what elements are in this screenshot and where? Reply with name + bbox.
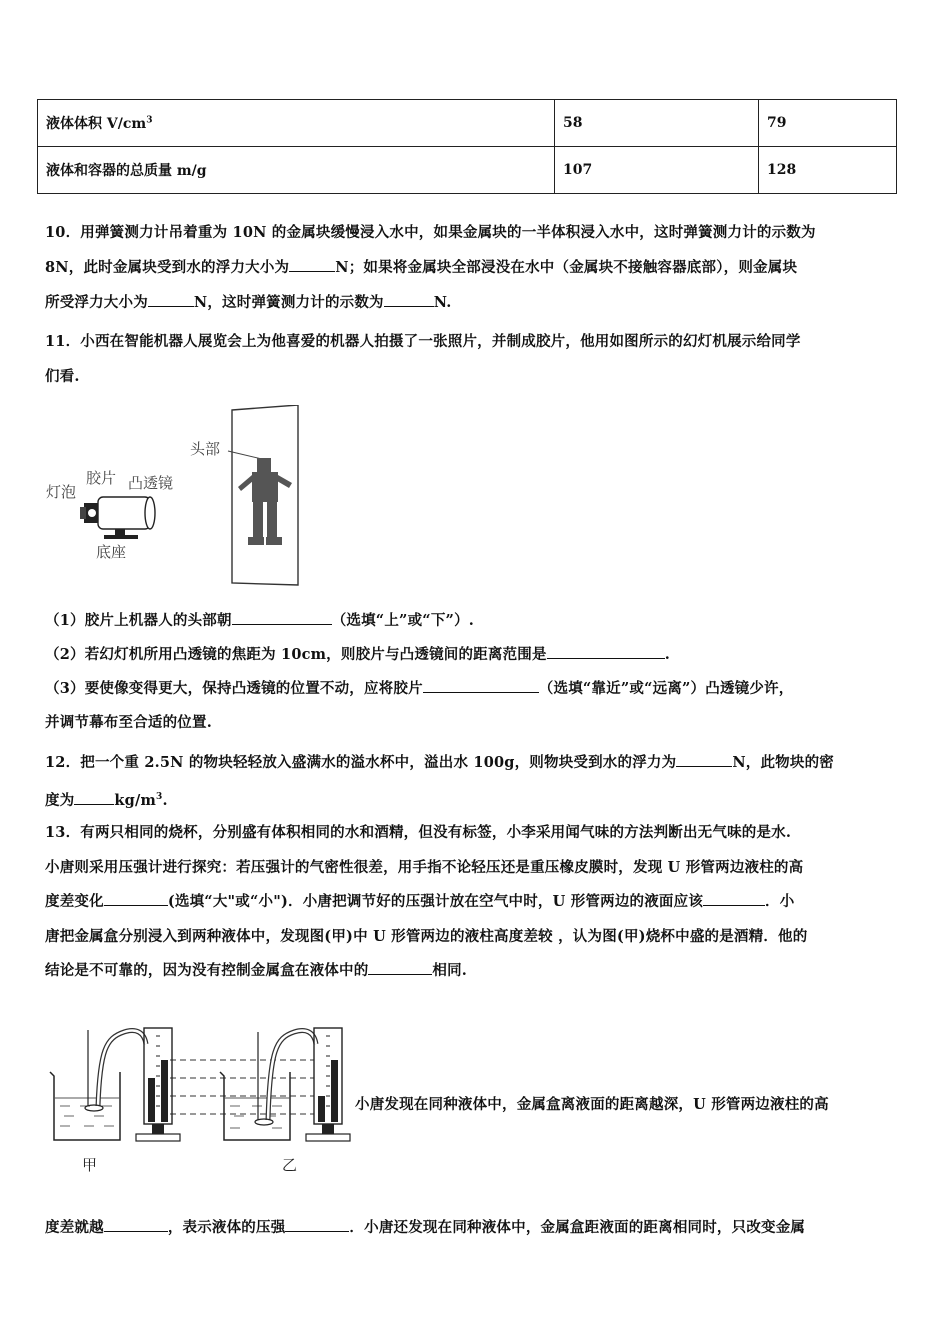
- answer-blank[interactable]: [547, 644, 665, 659]
- answer-blank[interactable]: [232, 610, 332, 625]
- q12-line2: 度为 $kg/m^3$.: [45, 791, 168, 809]
- q11-sub1: （1）胶片上机器人的头部朝 （选填“上”或“下”）.: [45, 612, 475, 629]
- answer-blank[interactable]: [423, 678, 539, 693]
- answer-blank[interactable]: [104, 891, 168, 906]
- beaker-b: [220, 1028, 350, 1174]
- answer-blank[interactable]: [104, 1217, 168, 1232]
- question-11: [45, 324, 905, 394]
- answer-blank[interactable]: [148, 292, 194, 307]
- question-12: [45, 745, 905, 818]
- q12-line1: 12．把一个重 2.5N 的物块轻轻放入盛满水的溢水杯中，溢出水 100g，则物块受到水的浮力为 N，此物块的密: [45, 754, 834, 771]
- beaker-a: [50, 1028, 180, 1174]
- label-lens: 凸透镜: [128, 474, 174, 492]
- table-cell: 液体和容器的总质量 m/g: [38, 147, 555, 194]
- pressure-gauge-figure: [44, 1010, 354, 1180]
- robot-image: [238, 458, 292, 545]
- label-film: 胶片: [86, 469, 117, 487]
- table-cell: 107: [555, 147, 759, 194]
- answer-blank[interactable]: [74, 790, 114, 805]
- table-row: [38, 147, 897, 194]
- q10-line1: 10．用弹簧测力计吊着重为 10N 的金属块缓慢浸入水中，如果金属块的一半体积浸入水中，这时弹簧测力计的示数为: [45, 224, 816, 241]
- q13-line1: 13．有两只相同的烧杯，分别盛有体积相同的水和酒精，但没有标签，小李采用闻气味的方法判断出无气味的是水.: [45, 824, 792, 841]
- q11-sub3-cont: 并调节幕布至合适的位置.: [45, 714, 212, 731]
- q13-line5: 结论是不可靠的，因为没有控制金属盒在液体中的 相同.: [45, 962, 468, 979]
- q13-line3: 度差变化 (选填“大"或“小")．小唐把调节好的压强计放在空气中时，U 形管两边的液面应该 ．小: [45, 893, 795, 910]
- table-cell: 79: [759, 100, 897, 147]
- q11-sub2: （2）若幻灯机所用凸透镜的焦距为 10cm，则胶片与凸透镜间的距离范围是 .: [45, 646, 670, 663]
- question-11-sub: [45, 604, 905, 740]
- q11-sub3: （3）要使像变得更大，保持凸透镜的位置不动，应将胶片 （选填“靠近”或“远离”）凸透镜少许，: [45, 680, 794, 697]
- label-jia: 甲: [82, 1156, 98, 1174]
- question-10: [45, 215, 905, 320]
- answer-blank[interactable]: [703, 891, 765, 906]
- answer-blank[interactable]: [384, 292, 434, 307]
- answer-blank[interactable]: [676, 752, 732, 767]
- answer-blank[interactable]: [289, 257, 335, 272]
- label-bulb: 灯泡: [46, 483, 77, 501]
- answer-blank[interactable]: [368, 960, 432, 975]
- label-head: 头部: [190, 440, 221, 458]
- projector-figure: [40, 405, 310, 595]
- table-cell: 128: [759, 147, 897, 194]
- question-13: [45, 816, 905, 989]
- q11-line2: 们看.: [45, 368, 80, 385]
- table-cell: 58: [555, 100, 759, 147]
- q13-line2: 小唐则采用压强计进行探究：若压强计的气密性很差，用手指不论轻压还是重压橡皮膜时，发现 U 形管两边液柱的高: [45, 858, 804, 876]
- q13-side-text: 小唐发现在同种液体中，金属盒离液面的距离越深，U 形管两边液柱的高: [355, 1096, 829, 1113]
- q11-line1: 11．小西在智能机器人展览会上为他喜爱的机器人拍摄了一张照片，并制成胶片，他用如图所示的幻灯机展示给同学: [45, 333, 801, 350]
- table-cell: 液体体积 $V/cm^3$: [38, 100, 555, 147]
- label-base: 底座: [96, 543, 127, 561]
- q13-last-line: 度差就越 ，表示液体的压强 ．小唐还发现在同种液体中，金属盒距液面的距离相同时，只改变金属: [45, 1219, 806, 1236]
- q10-line2: 8N，此时金属块受到水的浮力大小为 N；如果将金属块全部浸没在水中（金属块不接触容器底部），则金属块: [45, 259, 798, 276]
- q10-line3: 所受浮力大小为 N，这时弹簧测力计的示数为 N.: [45, 294, 452, 311]
- table-row: [38, 100, 897, 147]
- data-table: [37, 99, 897, 194]
- label-yi: 乙: [282, 1156, 298, 1174]
- q13-line4: 唐把金属盒分别浸入到两种液体中，发现图(甲)中 U 形管两边的液柱高度差较 ，认为图(甲)烧杯中盛的是酒精．他的: [45, 927, 808, 945]
- answer-blank[interactable]: [285, 1217, 349, 1232]
